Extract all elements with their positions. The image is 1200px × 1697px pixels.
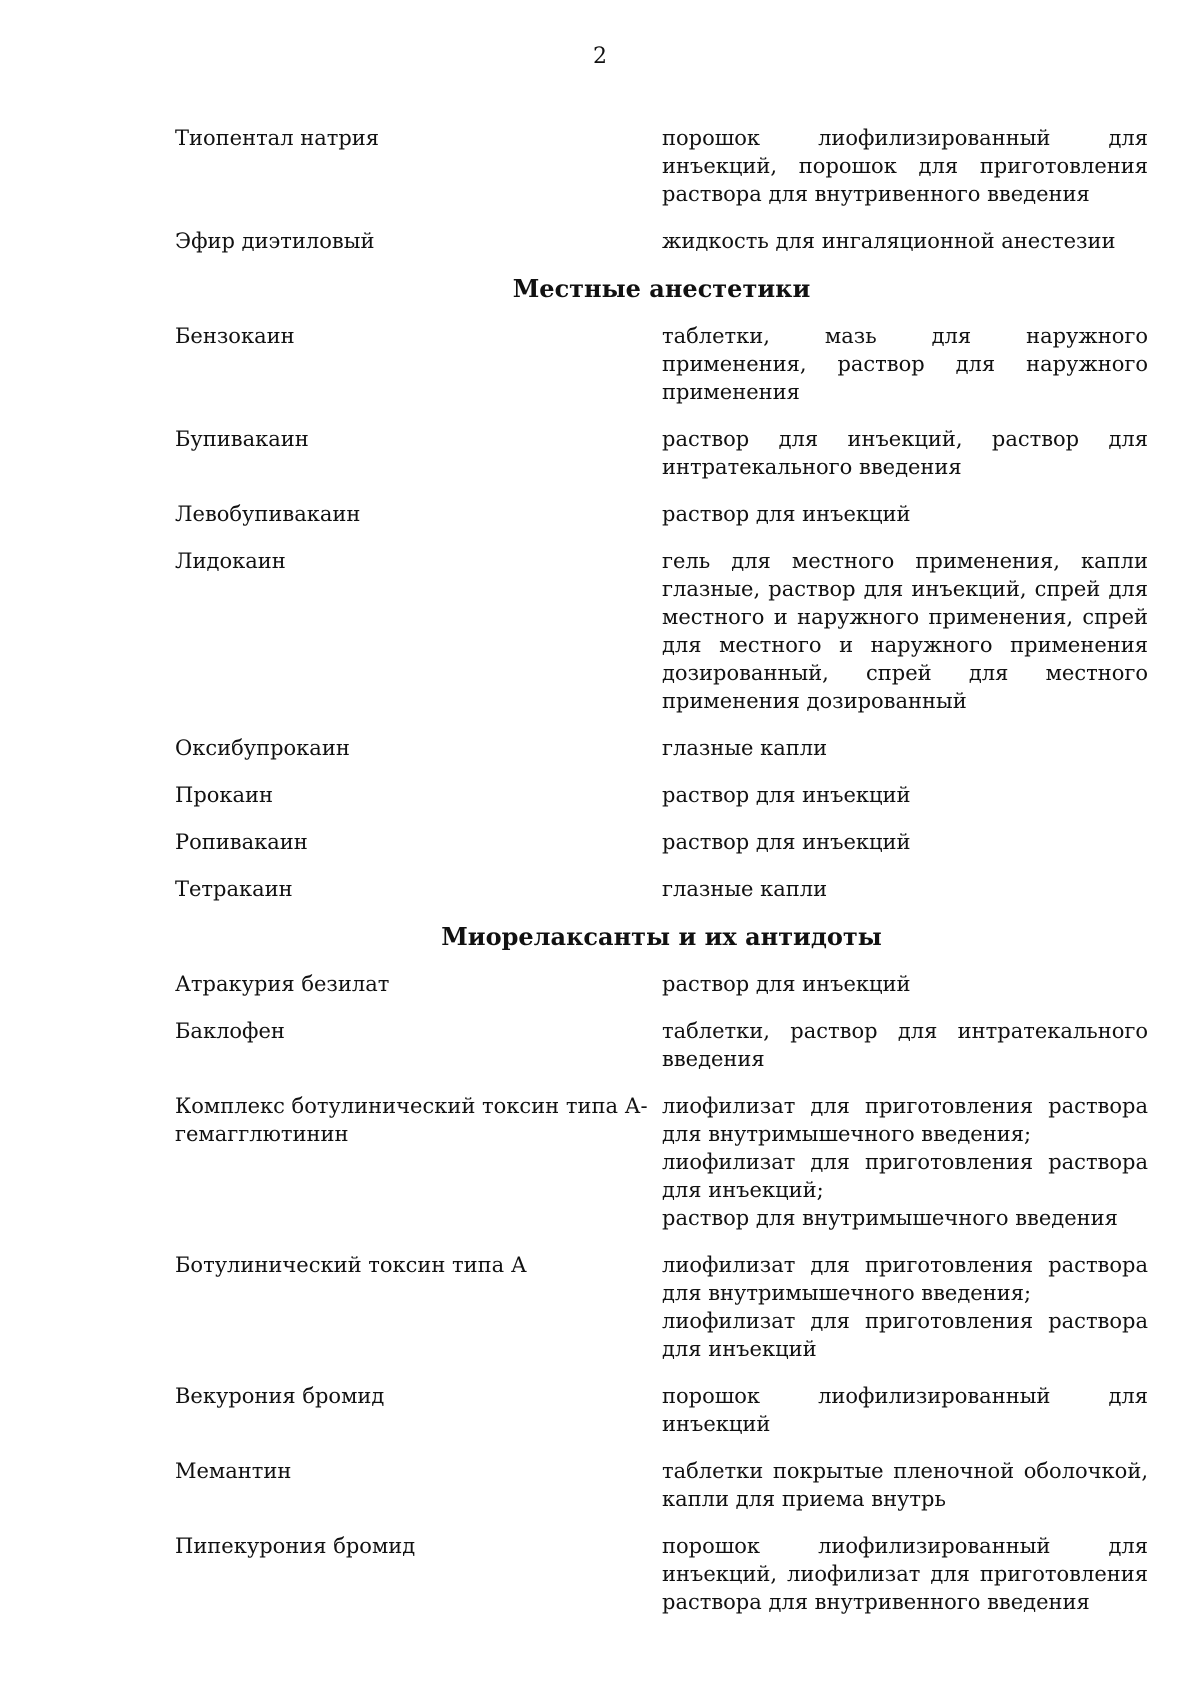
dosage-forms bbox=[662, 425, 1148, 481]
dosage-forms bbox=[662, 1092, 1148, 1232]
drug-name: Ботулинический токсин типа А bbox=[175, 1253, 527, 1277]
drug-row bbox=[175, 828, 1148, 856]
dosage-form-line: лиофилизат для приготовления раствора для внутримышечного введения; bbox=[662, 1094, 1148, 1146]
drug-name: Бупивакаин bbox=[175, 427, 309, 451]
dosage-forms bbox=[662, 1251, 1148, 1363]
drug-name: Мемантин bbox=[175, 1459, 292, 1483]
drug-name: Ропивакаин bbox=[175, 830, 308, 854]
drug-name: Векурония бромид bbox=[175, 1384, 385, 1408]
drug-name: Оксибупрокаин bbox=[175, 736, 350, 760]
dosage-forms bbox=[662, 500, 1148, 528]
drug-row bbox=[175, 425, 1148, 481]
drug-name: Комплекс ботулинический токсин типа А-гемагглютинин bbox=[175, 1094, 648, 1146]
drug-row bbox=[175, 1017, 1148, 1073]
drug-row bbox=[175, 322, 1148, 406]
dosage-forms bbox=[662, 734, 1148, 762]
drug-row bbox=[175, 1251, 1148, 1363]
dosage-forms bbox=[662, 1382, 1148, 1438]
dosage-forms bbox=[662, 970, 1148, 998]
drug-name: Пипекурония бромид bbox=[175, 1534, 416, 1558]
dosage-form-line: гель для местного применения, капли глазные, раствор для инъекций, спрей для местного и наружного применения, спрей для местного и наружного применения дозированный, спрей для местного применения дозированный bbox=[662, 549, 1148, 713]
drug-name: Левобупивакаин bbox=[175, 502, 361, 526]
dosage-form-line: таблетки, мазь для наружного применения, раствор для наружного применения bbox=[662, 324, 1148, 404]
dosage-forms bbox=[662, 1532, 1148, 1616]
dosage-form-line: раствор для инъекций bbox=[662, 972, 911, 996]
dosage-forms bbox=[662, 1017, 1148, 1073]
drug-name: Прокаин bbox=[175, 783, 274, 807]
drug-row bbox=[175, 1382, 1148, 1438]
drug-row bbox=[175, 734, 1148, 762]
dosage-form-line: порошок лиофилизированный для инъекций, лиофилизат для приготовления раствора для внутривенного введения bbox=[662, 1534, 1148, 1614]
dosage-form-line: лиофилизат для приготовления раствора для инъекций bbox=[662, 1309, 1148, 1361]
dosage-form-line: таблетки, раствор для интратекального введения bbox=[662, 1019, 1148, 1071]
section-title: Местные анестетики bbox=[512, 274, 811, 303]
drug-name: Баклофен bbox=[175, 1019, 285, 1043]
drug-name: Лидокаин bbox=[175, 549, 286, 573]
dosage-form-line: раствор для инъекций bbox=[662, 830, 911, 854]
drug-row bbox=[175, 547, 1148, 715]
drug-row bbox=[175, 875, 1148, 903]
drug-name: Бензокаин bbox=[175, 324, 295, 348]
dosage-form-line: порошок лиофилизированный для инъекций, порошок для приготовления раствора для внутривенного введения bbox=[662, 126, 1148, 206]
drug-name: Тетракаин bbox=[175, 877, 293, 901]
drug-row bbox=[175, 781, 1148, 809]
dosage-form-line: лиофилизат для приготовления раствора для внутримышечного введения; bbox=[662, 1253, 1148, 1305]
dosage-forms bbox=[662, 781, 1148, 809]
dosage-forms bbox=[662, 875, 1148, 903]
dosage-forms bbox=[662, 227, 1148, 255]
dosage-form-line: раствор для внутримышечного введения bbox=[662, 1206, 1118, 1230]
drug-row bbox=[175, 970, 1148, 998]
dosage-forms bbox=[662, 547, 1148, 715]
drug-row bbox=[175, 1457, 1148, 1513]
dosage-forms bbox=[662, 828, 1148, 856]
dosage-form-line: порошок лиофилизированный для инъекций bbox=[662, 1384, 1148, 1436]
drug-row bbox=[175, 1092, 1148, 1232]
drug-row bbox=[175, 1532, 1148, 1616]
drug-list bbox=[175, 124, 1148, 1635]
page-number: 2 bbox=[593, 44, 607, 69]
drug-row bbox=[175, 227, 1148, 255]
dosage-form-line: жидкость для ингаляционной анестезии bbox=[662, 229, 1116, 253]
dosage-form-line: глазные капли bbox=[662, 877, 828, 901]
dosage-forms bbox=[662, 1457, 1148, 1513]
dosage-form-line: раствор для инъекций bbox=[662, 783, 911, 807]
dosage-forms bbox=[662, 322, 1148, 406]
drug-row bbox=[175, 124, 1148, 208]
dosage-form-line: лиофилизат для приготовления раствора для инъекций; bbox=[662, 1150, 1148, 1202]
dosage-form-line: таблетки покрытые пленочной оболочкой, капли для приема внутрь bbox=[662, 1459, 1148, 1511]
dosage-form-line: раствор для инъекций, раствор для интратекального введения bbox=[662, 427, 1148, 479]
drug-name: Эфир диэтиловый bbox=[175, 229, 375, 253]
dosage-forms bbox=[662, 124, 1148, 208]
drug-name: Тиопентал натрия bbox=[175, 126, 380, 150]
dosage-form-line: раствор для инъекций bbox=[662, 502, 911, 526]
section-title: Миорелаксанты и их антидоты bbox=[441, 922, 882, 951]
drug-name: Атракурия безилат bbox=[175, 972, 390, 996]
drug-row bbox=[175, 500, 1148, 528]
dosage-form-line: глазные капли bbox=[662, 736, 828, 760]
